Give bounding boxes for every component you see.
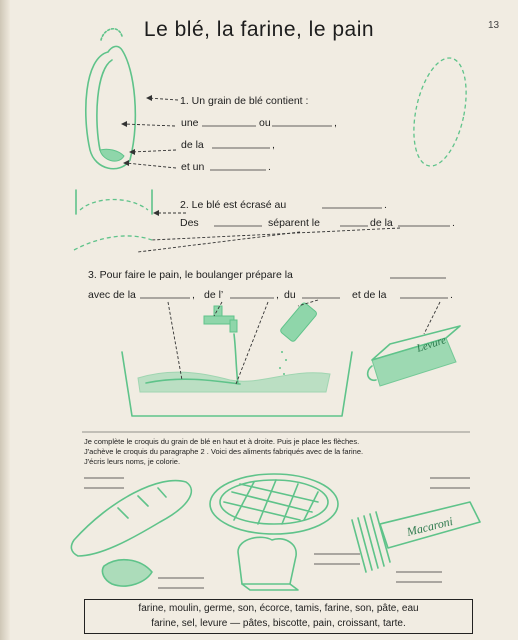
page-number: 13 — [488, 20, 500, 31]
q2-dot-1: . — [384, 199, 387, 211]
q3-intro: 3. Pour faire le pain, le boulanger prépare la — [88, 269, 293, 281]
q3-avec: avec de la — [88, 289, 136, 301]
q1-dot: . — [268, 161, 271, 173]
q1-arrows — [121, 95, 178, 168]
yeast-label: Levure — [415, 334, 448, 355]
q1-une: une — [181, 117, 199, 129]
salt-shaker-drawing — [279, 302, 318, 375]
q1-ou: ou — [259, 117, 271, 129]
q2-dela: de la — [370, 217, 393, 229]
word-bank-line-2: farine, sel, levure — pâtes, biscotte, pain, croissant, tarte. — [151, 618, 406, 629]
q2-intro: 2. Le blé est écrasé au — [180, 199, 287, 211]
q1-etun: et un — [181, 161, 205, 173]
q3-etdela: et de la — [352, 289, 387, 301]
q1-comma-2: , — [272, 139, 275, 151]
croissant-drawing — [102, 560, 152, 586]
q3-comma-1: , — [192, 289, 195, 301]
q3-comma-2: , — [276, 289, 279, 301]
q3-du: du — [284, 289, 296, 301]
water-tap-drawing — [204, 306, 238, 384]
kneading-basin-drawing — [122, 352, 352, 416]
instruction-line-3: J'écris leurs noms, je colorie. — [84, 457, 181, 466]
instruction-line-2: J'achève le croquis du paragraphe 2 . Voici des aliments fabriqués avec de la farine. — [84, 447, 364, 456]
q3-dot: . — [450, 289, 453, 301]
word-bank-line-1: farine, moulin, germe, son, écorce, tamis, farine, son, pâte, eau — [138, 603, 419, 614]
wheat-grain-drawing — [86, 29, 136, 169]
macaroni-label: Macaroni — [405, 513, 455, 539]
page-title: Le blé, la farine, le pain — [143, 18, 375, 41]
baguette-drawing — [71, 481, 191, 556]
q3-del: de l’ — [204, 289, 224, 301]
q2-dot-2: . — [452, 217, 455, 229]
word-bank — [84, 599, 473, 634]
q2-des: Des — [180, 217, 199, 229]
biscotte-drawing — [238, 537, 298, 590]
q1-dela: de la — [181, 139, 204, 151]
grain-sketch-outline — [405, 53, 475, 171]
q1-comma: , — [334, 117, 337, 129]
tart-drawing — [210, 474, 338, 534]
q2-separent: séparent le — [268, 217, 320, 229]
yeast-packet-drawing — [368, 326, 460, 386]
instruction-line-1: Je complète le croquis du grain de blé en haut et à droite. Puis je place les flèches. — [84, 437, 360, 446]
q1-intro: 1. Un grain de blé contient : — [180, 95, 309, 107]
